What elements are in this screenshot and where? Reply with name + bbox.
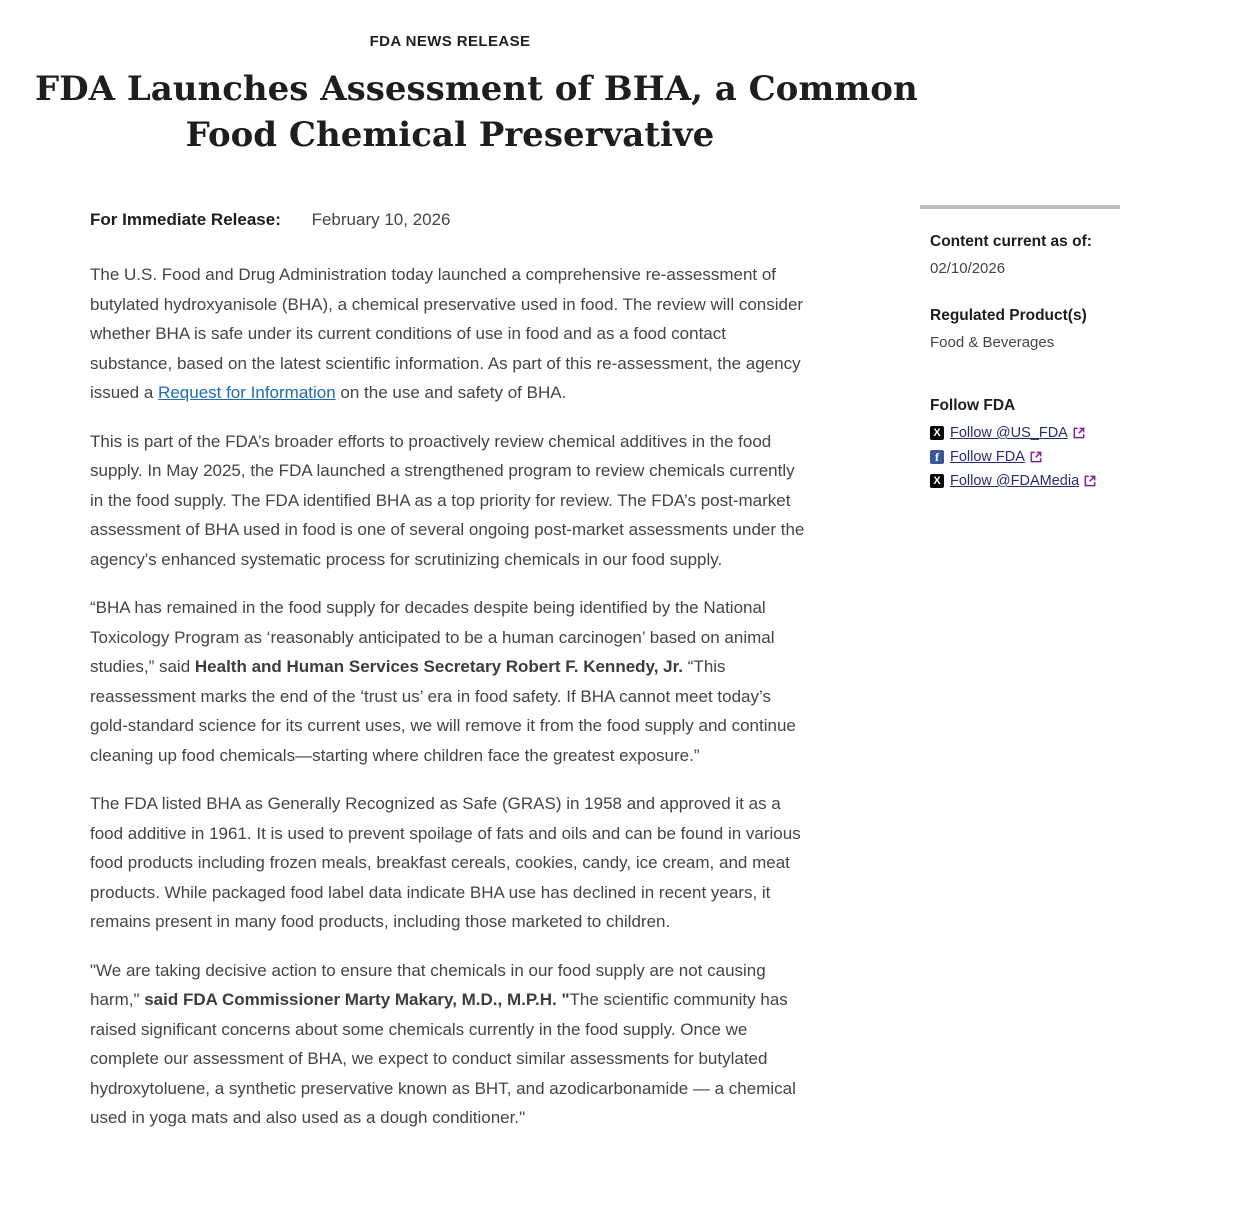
release-label: For Immediate Release: <box>90 210 281 229</box>
content-current-value: 02/10/2026 <box>930 260 1006 277</box>
body-text: on the use and safety of BHA. <box>335 383 567 402</box>
x-logo-icon <box>930 426 944 440</box>
release-date: February 10, 2026 <box>311 210 451 229</box>
page-title <box>35 66 918 158</box>
body-text: The scientific community has raised significant concerns about some chemicals currently in the food supply. Once we complete our assessment of BHA, we expect to conduct similar assessments for butylated hydroxytoluene, a synthetic preservative known as BHT, and azodicarbonamide — a chemical used in yoga mats and also used as a dough conditioner." <box>90 990 796 1127</box>
main-column <box>35 0 918 1152</box>
page-title-line1: FDA Launches Assessment of BHA, a Common <box>35 69 918 109</box>
external-link-icon <box>1083 474 1097 488</box>
paragraph <box>90 789 812 937</box>
follow-fdamedia-row <box>930 473 1120 489</box>
page-title-line2: Food Chemical Preservative <box>185 115 715 155</box>
regulated-products-value: Food & Beverages <box>930 334 1055 351</box>
body-text: "We are taking decisive action to ensure that chemicals in our food supply are not causing harm," <box>90 960 766 1009</box>
bold-text: Health and Human Services Secretary Robert F. Kennedy, Jr. <box>194 657 684 676</box>
external-link-icon <box>1029 450 1043 464</box>
paragraph <box>90 956 812 1133</box>
content-current-label: Content current as of: <box>930 233 1092 250</box>
follow-fda-facebook-link[interactable]: Follow FDA <box>950 449 1025 465</box>
external-link-icon <box>1072 426 1086 440</box>
body-text: The U.S. Food and Drug Administration today launched a comprehensive re-assessment of butylated hydroxyanisole (BHA), a chemical preservative used in food. The review will consider whether BHA is safe under its current conditions of use in food and as a food contact substance, based on the latest scientific information. As part of this re-assessment, the agency issued a <box>90 265 804 402</box>
body-text: “This reassessment marks the end of the ‘trust us’ era in food safety. If BHA cannot meet today’s gold-standard science for its current uses, we will remove it from the food supply and continue cleaning up food chemicals—starting where children face the greatest exposure.” <box>90 657 796 765</box>
follow-us-fda-row <box>930 425 1120 441</box>
body-text: The FDA listed BHA as Generally Recognized as Safe (GRAS) in 1958 and approved it as a food additive in 1961. It is used to prevent spoilage of fats and oils and can be found in various food products including frozen meals, breakfast cereals, cookies, candy, ice cream, and meat products. While packaged food label data indicate BHA use has declined in recent years, it remains present in many food products, including those marketed to children. <box>90 794 801 931</box>
paragraph <box>90 427 812 575</box>
request-for-information-link[interactable]: Request for Information <box>158 383 336 402</box>
follow-fda-label: Follow FDA <box>930 397 1016 414</box>
facebook-icon <box>930 450 944 464</box>
regulated-products-label: Regulated Product(s) <box>930 307 1087 324</box>
paragraph <box>90 593 812 770</box>
article-body <box>90 260 812 1133</box>
paragraph <box>90 260 812 408</box>
sidebar <box>920 205 1120 1152</box>
sidebar-content <box>920 209 1120 489</box>
release-info-row <box>90 210 865 230</box>
follow-links <box>930 425 1120 489</box>
news-release-eyebrow: FDA NEWS RELEASE <box>369 33 531 50</box>
body-text: This is part of the FDA’s broader efforts to proactively review chemical additives in the food supply. In May 2025, the FDA launched a strengthened program to review chemicals currently in the food supply. The FDA identified BHA as a top priority for review. The FDA’s post-market assessment of BHA used in food is one of several ongoing post-market assessments under the agency's enhanced systematic process for scrutinizing chemicals in our food supply. <box>90 431 805 569</box>
follow-fda-facebook-row <box>930 449 1120 465</box>
bold-text: said FDA Commissioner Marty Makary, M.D., M.P.H. " <box>144 990 570 1009</box>
body-text: “BHA has remained in the food supply for decades despite being identified by the National Toxicology Program as ‘reasonably anticipated to be a human carcinogen’ based on animal studies,” said <box>90 598 775 676</box>
x-logo-icon <box>930 474 944 488</box>
follow-us-fda-link[interactable]: Follow @US_FDA <box>950 425 1068 441</box>
follow-fdamedia-link[interactable]: Follow @FDAMedia <box>950 473 1080 489</box>
